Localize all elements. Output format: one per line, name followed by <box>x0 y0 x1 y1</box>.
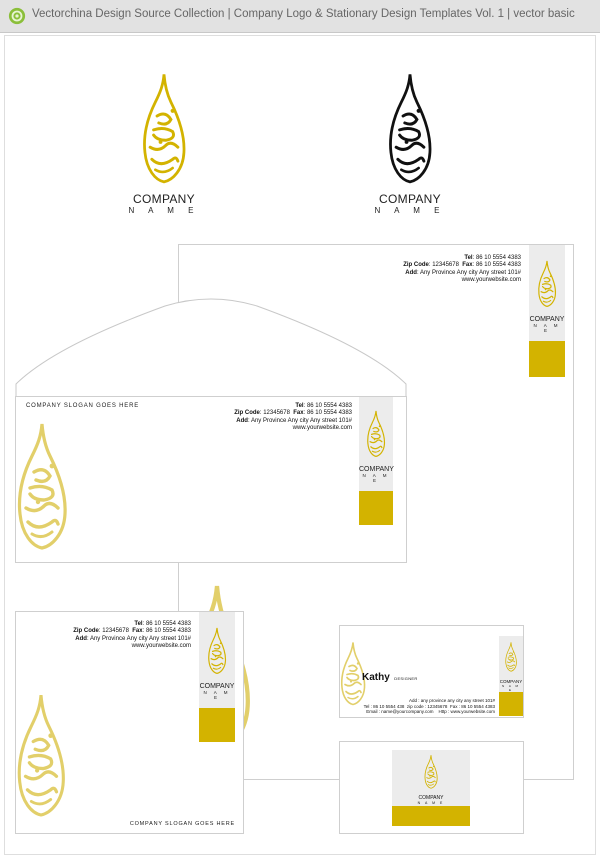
logo-name-text: N A M E <box>128 206 200 215</box>
calligraphy-gold-icon <box>536 257 558 311</box>
calligraphy-gold-icon <box>206 624 228 678</box>
notecard-gold-block <box>199 708 235 742</box>
envelope-slogan: COMPANY SLOGAN GOES HERE <box>26 403 139 409</box>
calligraphy-black-icon <box>384 66 436 192</box>
notecard-logo-panel: COMPANY N A M E <box>199 612 235 708</box>
calligraphy-gold-icon <box>423 754 439 790</box>
card-back-logo-panel: COMPANY N A M E <box>392 750 470 806</box>
watermark-calligraphy-icon <box>12 411 72 563</box>
card-back-gold-block <box>392 806 470 826</box>
notecard-sheet <box>15 611 244 834</box>
notecard-slogan: COMPANY SLOGAN GOES HERE <box>129 821 235 827</box>
banner-title: Vectorchina Design Source Collection | Company Logo & Stationary Design Templates Vol. 1 | vector basic <box>32 8 575 20</box>
logo-name-text: N A M E <box>374 206 446 215</box>
watermark-calligraphy-icon <box>12 676 70 836</box>
card-person <box>362 667 418 685</box>
logo-company-text: COMPANY <box>133 192 195 206</box>
envelope-sheet <box>15 396 407 563</box>
card-person-role: DESIGNER <box>394 676 418 681</box>
vectorchina-logo-icon <box>8 7 26 25</box>
business-card-back <box>339 741 524 834</box>
calligraphy-gold-icon <box>365 407 387 461</box>
card-contact: Add : any province any city any street 101# Tel : 86 10 5554 438 zip code : 12345678 Fax : 86 10 5554 4383 Email : name@yourcompany.com Http : www.yourwebsite.com <box>363 698 495 714</box>
calligraphy-gold-icon <box>138 66 190 192</box>
letterhead-contact: Tel: 86 10 5554 4383 Zip Code: 12345678 Fax: 86 10 5554 4383 Add: Any Province Any city Any street 101# www.yourwebsite.com <box>403 255 521 283</box>
top-banner <box>0 0 600 33</box>
envelope-gold-block <box>359 491 393 525</box>
letterhead-gold-block <box>529 341 565 377</box>
business-card-front <box>339 625 524 718</box>
card-person-name: Kathy <box>362 672 390 683</box>
logo-black <box>370 66 450 215</box>
logo-company-text: COMPANY <box>379 192 441 206</box>
letterhead-logo-panel: COMPANY N A M E <box>529 245 565 341</box>
card-gold-block <box>499 692 523 716</box>
envelope-flap <box>15 296 407 400</box>
calligraphy-gold-icon <box>504 640 518 674</box>
envelope-logo-panel: COMPANY N A M E <box>359 397 393 491</box>
logo-gold <box>124 66 204 215</box>
notecard-contact: Tel: 86 10 5554 4383 Zip Code: 12345678 Fax: 86 10 5554 4383 Add: Any Province Any city Any street 101# www.yourwebsite.com <box>73 621 191 649</box>
card-logo-panel: COMPANY N A M E <box>499 636 523 692</box>
envelope-contact: Tel: 86 10 5554 4383 Zip Code: 12345678 Fax: 86 10 5554 4383 Add: Any Province Any city Any street 101# www.yourwebsite.com <box>234 403 352 431</box>
